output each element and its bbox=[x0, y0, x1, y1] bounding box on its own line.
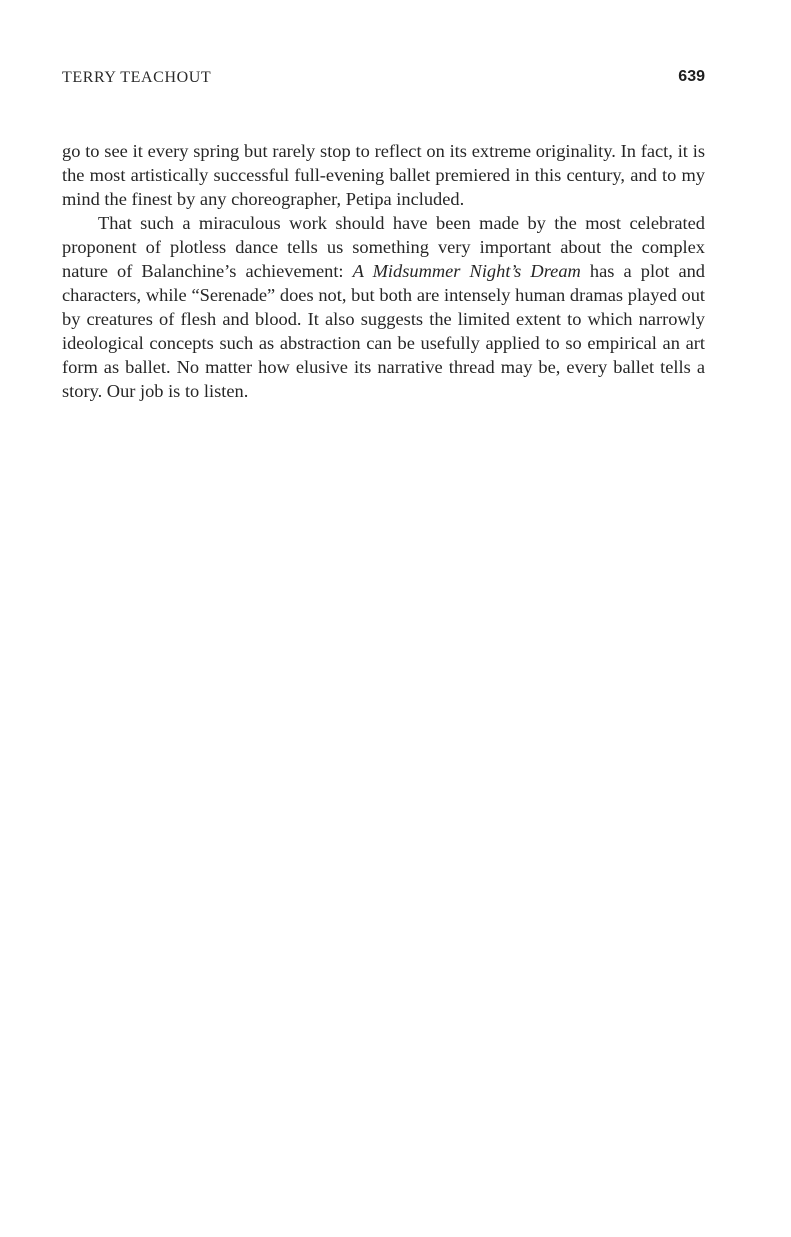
running-head-author: TERRY TEACHOUT bbox=[62, 69, 212, 86]
paragraph-balanchine bbox=[62, 211, 705, 403]
work-title-italic: A Midsummer Night’s Dream bbox=[352, 261, 581, 281]
paragraph-continued: go to see it every spring but rarely stop to reflect on its extreme originality. In fact, it is the most artistically successful full-evening ballet premiered in this century, and to my mind the finest by any choreographer, Petipa included. bbox=[62, 141, 705, 209]
body-text bbox=[62, 139, 705, 403]
paragraph-text-before-title: That such a miraculous work should have been made by the most celebrated proponent of plotless dance tells us something very important about the complex nature of Balanchine’s achievement: bbox=[62, 213, 705, 281]
page-number: 639 bbox=[678, 68, 705, 85]
running-head bbox=[62, 69, 705, 93]
paragraph-text-after-title: has a plot and characters, while “Serenade” does not, but both are intensely human dramas played out by creatures of flesh and blood. It also suggests the limited extent to which narrowly ideological concepts such as abstraction can be usefully applied to so empirical an art form as ballet. No matter how elusive its narrative thread may be, every ballet tells a story. Our job is to listen. bbox=[62, 261, 706, 401]
